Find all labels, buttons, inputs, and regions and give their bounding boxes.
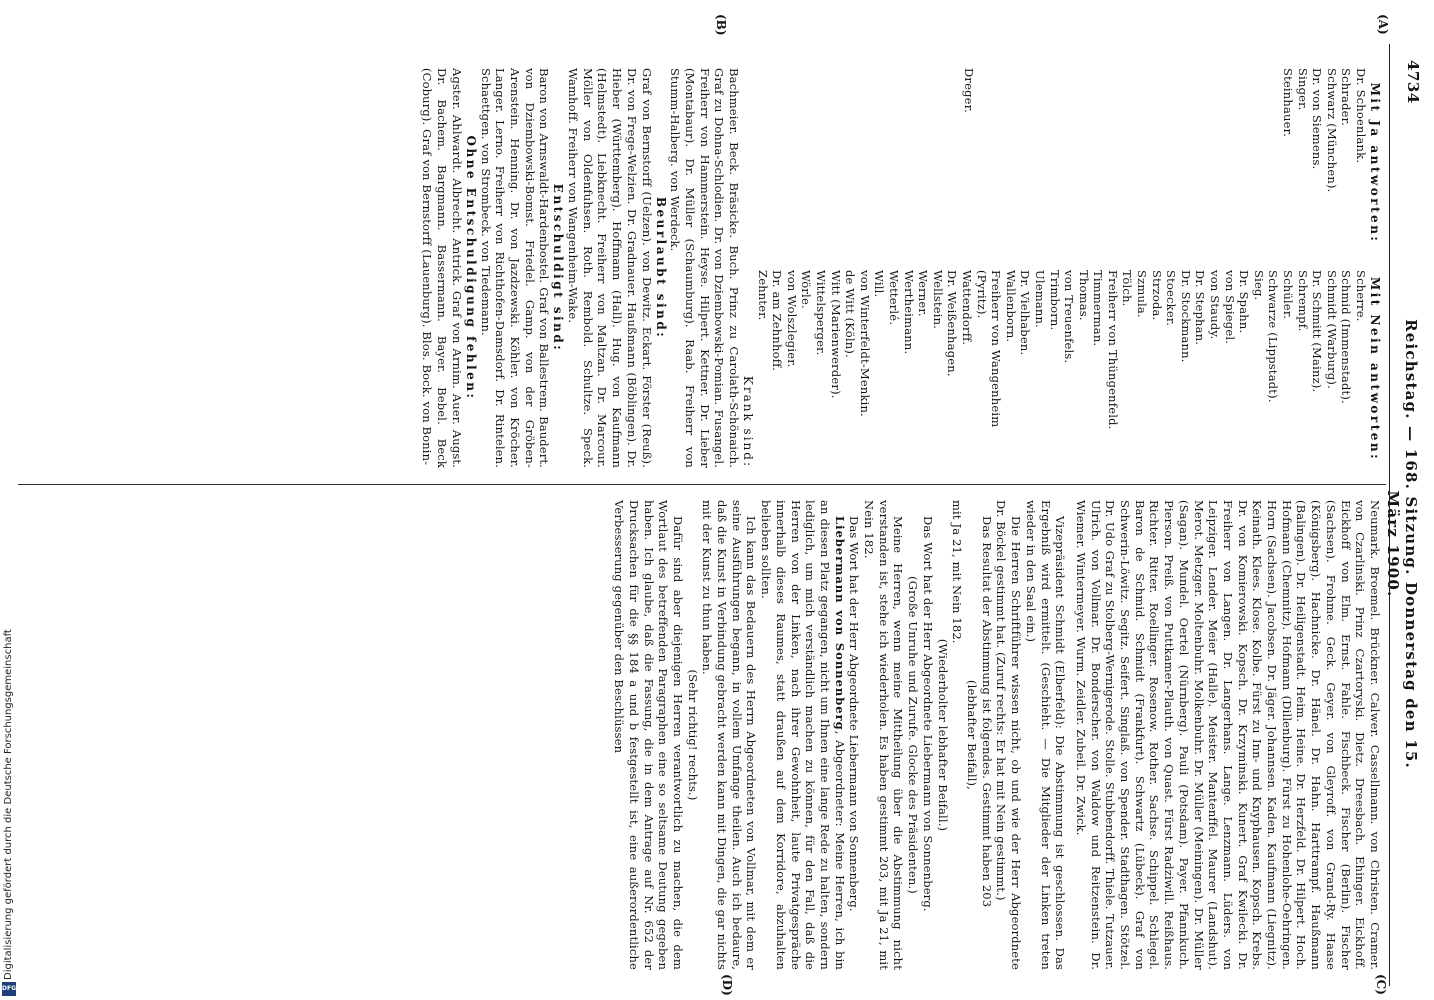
nein-name: de Witt (Köln).	[843, 270, 858, 358]
nein-heading: Mit Nein antworten:	[1368, 276, 1382, 462]
krank-text: Bachmeier. Beck. Bräsicke. Buch. Prinz zu Carolath-Schönaich. Graf zu Dohna-Schlodien. Dr. von Dziembowski-Pomian. Fusangel. Freiherr von Hammerstein. Heyse. Hilpert. Kettner. Dr. Lieber (Montabaur). Dr. Müller (Schaumburg). Raab. Freiherr von Stumm-Halberg. von Werdeck.	[668, 68, 742, 468]
applause-2: (Wiederholter lebhafter Beifall.)	[935, 638, 950, 832]
nein-list	[755, 270, 1368, 468]
nein-name: Wetterlé.	[887, 270, 901, 326]
paragraph-3: Ich kann das Bedauern des Herrn Abgeordneten von Vollmar, mit dem er seine Ausführungen begann, in vollem Umfange theilen. Auch ich bedaure, daß die Kunst in Verbindung gebracht werden kann mit Dingen, die gar nichts mit der Kunst zu thun haben.	[700, 500, 759, 970]
vice-president-statement: Vizepräsident Schmidt (Elberfeld): Die Abstimmung ist geschlossen. Das Ergebniß wird ermittelt. (Geschieht. — Die Mitglieder der Linken treten wieder in den Saal ein.)	[1023, 500, 1068, 970]
nein-section	[755, 270, 1382, 468]
result-figures: mit Ja 21, mit Nein 182.	[950, 500, 965, 644]
speaker-name: Liebermann von Sonnenberg	[832, 516, 847, 731]
nein-name: Wörle.	[799, 270, 814, 309]
page-number: 4734	[1404, 60, 1422, 104]
paragraph-2: Das Wort hat der Herr Abgeordnete Liebermann von Sonnenberg.	[847, 516, 862, 912]
word-granted: Das Wort hat der Herr Abgeordnete Liebermann von Sonnenberg.	[920, 516, 935, 912]
nein-name: Ulemann.	[1032, 270, 1047, 329]
page-title: Reichstag. — 168. Sitzung. Donnerstag den 15. März 1900.	[1384, 319, 1420, 769]
right-column	[16, 500, 1382, 970]
nein-name: Dr. Spahn.	[1237, 270, 1252, 334]
nein-name: Dr. am Zehnhoff.	[770, 270, 785, 372]
ja-list	[1280, 68, 1368, 258]
ja-name: Schrader.	[1339, 68, 1354, 126]
nein-name: Thomas.	[1076, 270, 1091, 321]
ja-name: Dr. von Siemens.	[1310, 68, 1325, 170]
beurlaubt-text: Graf von Bernstorff (Uelzen). von Dewitz. Eckart. Förster (Reuß). Dr. von Frege-Welzien. Dr. Gradnauer. Haußmann (Böblingen). Dr. Hieber (Württemberg). Hoffmann (Hall). Hug. von Kaufmann (Helmstedt). Liebknecht. Freiherr von Maltzan. Dr. Marcour. Möller von Oldenfuhsen. Roth. Rembold. Schultze. Speck. Wamhoff. Freiherr von Wangenheim-Wake.	[566, 68, 654, 468]
nein-name: Timmerman.	[1091, 270, 1106, 347]
margin-marker-a: (A)	[1376, 14, 1390, 35]
header-rule	[1389, 44, 1390, 986]
ja-section	[755, 68, 1382, 258]
result-statement: Das Resultat der Abstimmung ist folgendes. Gestimmt haben 203	[979, 516, 994, 908]
margin-marker-d: (D)	[720, 974, 734, 996]
applause-3: (Sehr richtig! rechts.)	[685, 669, 700, 801]
nein-name: Freiherr von Thüngenfeld.	[1105, 270, 1120, 430]
left-column	[16, 68, 1382, 468]
column-divider	[18, 484, 1386, 485]
entschuldigt-text: Baron von Arnswaldt-Hardenbostel. Graf von Ballestrem. Baudert. von Dziembowski-Bomst. Friedel. Gamp. von der Gröben-Arenstein. Henning. Dr. von Jazdzewski. Köhler. von Kröcher. Langer. Lerno. Freiherr von Richthofen-Damsdorf. Dr. Rintelen. Schaettgen. von Strombeck. von Tiedemann.	[478, 68, 552, 468]
ja-name: Schwarz (München).	[1324, 68, 1339, 193]
ja-name: Singer.	[1295, 68, 1310, 111]
footer-strip	[0, 0, 18, 1000]
nein-name: Dr. Stephan.	[1193, 270, 1208, 346]
nein-name: Strzoda.	[1149, 270, 1164, 321]
footer-credit: Digitalisierung gefördert durch die Deutsche Forschungsgemeinschaft	[3, 629, 14, 980]
nein-name: Wellstein.	[930, 270, 945, 330]
ja-trailing-name: Dreger.	[962, 68, 977, 113]
applause-1: (lebhafter Beifall),	[965, 680, 980, 790]
krank-label: Krank sind:	[741, 375, 756, 468]
nein-name: von Treuenfels.	[1062, 270, 1077, 364]
nein-name: Werner.	[916, 270, 931, 317]
nein-name: Schmidt (Warburg).	[1324, 270, 1339, 389]
margin-marker-b: (B)	[714, 14, 728, 36]
dfg-logo: DFG	[2, 982, 16, 996]
nein-name: Tölch.	[1120, 270, 1135, 307]
nein-name: Trimborn.	[1047, 270, 1062, 331]
nein-name: Sieg.	[1251, 270, 1266, 301]
ohne-entschuldigung-label: Ohne Entschuldigung fehlen:	[463, 135, 478, 401]
ja-name: Steinhauer.	[1281, 68, 1296, 137]
beurlaubt-label: Beurlaubt sind:	[653, 196, 668, 340]
speaker-intro	[758, 500, 846, 970]
nein-name: Scherre.	[1354, 270, 1368, 322]
nein-name: Wittelsperger.	[814, 270, 829, 356]
schriftfuehrer-statement: Die Herren Schriftführer wissen nicht, ob und wie der Herr Abgeordnete Dr. Böckel gestimmt hat. (Zuruf rechts: Er hat mit Nein gestimmt.)	[994, 500, 1024, 970]
ja-name: Dr. Schoenlank.	[1354, 68, 1368, 164]
nein-name: Dr. Stockmann.	[1178, 270, 1193, 363]
nein-name: Dr. Schmitt (Mainz).	[1310, 270, 1325, 393]
names-continuation: Neumark. Broemel. Brückner. Calwer. Cassellmann. von Christen. Cramer. von Czarlinski. Prinz Czartoryski. Dietz. Dreesbach. Ehinger. Eickhoff. Eickhoff von Elm. Ernst. Fahle. Fischbeck. Fischer (Berlin). Fischer (Sachsen). Frohme. Geck. Geyer. von Gleyroff. von Grand-Ry. Haase (Königsberg). Hachnicke. Dr. Hänel. Dr. Hahn. Harttrampf. Haußmann (Balingen). Dr. Heiligenstadt. Heim. Heine. Dr. Herzfeld. Dr. Hilpert. Hoch. Hofmann (Chemnitz). Hofmann (Dillenburg). Fürst zu Hohenlohe-Oehringen. Horn (Sachsen). Jacobsen. Dr. Jäger. Johannsen. Kaden. Kaufmann (Liegnitz). Keinath. Klees. Klose. Kolbe. Fürst zu Inn- und Knyphausen. Kopsch. Krebs. Dr. von Komierowski. Kopsch. Dr. Krzyminski. Kunert. Graf Kwilecki. Dr. Freiherr von Langen. Dr. Langerhans. Lange. Lenzmann. Lüders. von Leipziger. Lender. Meier (Halle). Meister. Mantenffel. Maurer (Landshut). Merot. Metzger. Moltenbuhr. Molkenbuhr. Dr. Müller (Meiningen). Dr. Müller (Sagan). Mundel. Oertel (Nürnberg). Pauli (Potsdam). Payer. Pfannkuch. Pierson. Preiß. von Puttkamer-Plauth. von Quast. Fürst Radziwill. Reißhaus. Richter. Ritter. Roellinger. Rosenow. Rother. Sachse. Schippel. Schlegel. Baron de Schmid. Schmidt (Frankfurt). Schwartz (Lübeck). Graf von Schwerin-Löwitz. Segitz. Seifert. Singlaß. von Spender. Stadthagen. Stötzel. Dr. Udo Graf zu Stolberg-Wernigerode. Stolle. Stubbendorff. Thiele. Tutzauer. Ulrich. von Vollmar. Dr. Bonderscher. von Waldow und Reitzenstein. Dr. Wiemer. Wintermeyer. Wurm. Zeidler. Zubeil. Dr. Zwick.	[1073, 500, 1382, 970]
nein-name: Szmula.	[1135, 270, 1150, 318]
nein-name: von Winterfeldt-Menkin.	[857, 270, 872, 418]
nein-name: Dr. Weißenhagen.	[945, 270, 960, 377]
nein-name: Will.	[872, 270, 887, 298]
margin-marker-c: (C)	[1374, 974, 1388, 995]
nein-name: Witt (Marienwerder).	[828, 270, 843, 399]
nein-name: Schmid (Immenstadt).	[1339, 270, 1354, 404]
nein-name: Freiherr von Wangenheim (Pyritz).	[974, 270, 1004, 428]
ja-heading: Mit Ja antworten:	[1368, 82, 1382, 244]
nein-name: Wallenborn.	[1003, 270, 1018, 343]
nein-name: von Wolszlegier.	[784, 270, 799, 368]
nein-name: von Spiegel.	[1222, 270, 1237, 345]
nein-name: Stoecker.	[1164, 270, 1179, 327]
nein-name: von Staudy.	[1208, 270, 1223, 340]
nein-name: Wertheimann.	[901, 270, 916, 355]
unrest-note: (Große Unruhe und Zurufe. Glocke des Präsidenten.)	[906, 576, 921, 894]
paragraph-1: Meine Herren, wenn meine Mittheilung über die Abstimmung nicht verstanden ist, stehe ich wiederholen. Es haben gestimmt 203, mit Ja 21, mit Nein 182.	[862, 500, 906, 970]
nein-name: Schüler.	[1281, 270, 1296, 320]
paragraph-4: Dafür sind aber diejenigen Herren verantwortlich zu machen, die dem Wortlaut des betreffenden Paragraphen eine so seltsame Deutung gegeben haben. Ich glaube, daß die Fassung, die in dem Antrage auf Nr. 652 der Drucksachen für die §§ 184 a und b festgestellt ist, eine außerordentliche Verbesserung gegenüber den Beschlüssen	[612, 500, 685, 970]
nein-name: Zehnter.	[755, 270, 770, 321]
nein-name: Schwarze (Lippstadt).	[1266, 270, 1281, 403]
nein-name: Wattendorff.	[959, 270, 974, 346]
nein-name: Dr. Vielhaben.	[1018, 270, 1033, 356]
footer-credit-wrapper	[2, 600, 16, 980]
ohne-entschuldigung-text: Agster. Ahlwardt. Albrecht. Antrick. Graf von Arnim. Auer. Augst. Dr. Bachem. Bargmann. Bassermann. Bayer. Bebel. Beck (Coburg). Graf von Bernstorff (Lauenburg). Blos. Bock. von Bonin-	[420, 68, 464, 468]
entschuldigt-label: Entschuldigt sind:	[551, 183, 566, 353]
page-header	[1384, 48, 1422, 980]
speaker-intro-text: , Abgeordneter: Meine Herren, ich bin an diesen Platz gegangen, nicht um Ihnen eine lange Rede zu halten, sondern lediglich, um mich verständlich machen zu können, für den Fall, daß die Herren von der Linken, nach ihrer Gewohnheit, laute Privatgespräche innerhalb dieses Raumes, statt draußen auf dem Korridore, abzuhalten belieben sollten.	[759, 500, 847, 970]
nein-name: Schrempf.	[1295, 270, 1310, 332]
